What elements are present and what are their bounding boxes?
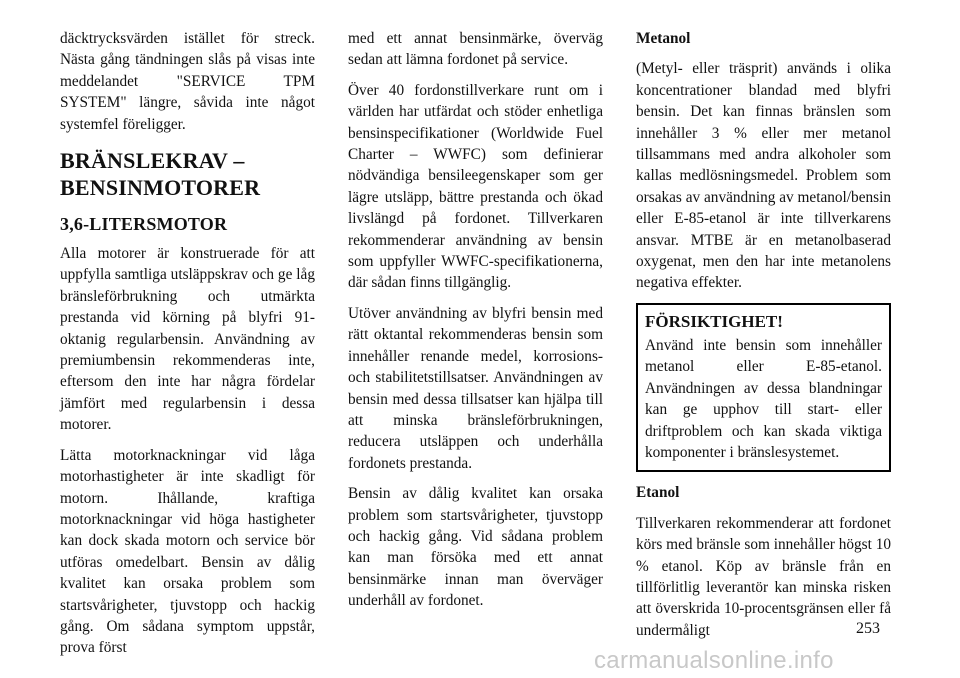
engine-paragraph-1: Alla motorer är konstruerade för att uppfylla samtliga utsläppskrav och ge låg bränsleförbrukning och utmärkta prestanda vid körning på blyfri 91-oktanig regularbensin. Användning av premiumbensin rekommenderas inte, eftersom den inte har några fördelar jämfört med regularbensin i dessa motorer. bbox=[60, 245, 315, 434]
column-3 bbox=[636, 28, 891, 650]
page-number: 253 bbox=[856, 620, 880, 637]
intro-paragraph: däcktrycksvärden istället för streck. Nästa gång tändningen slås på visas inte meddelandet "SERVICE TPM SYSTEM" längre, såvida inte något systemfel föreligger. bbox=[60, 30, 315, 133]
col2-paragraph-3: Utöver användning av blyfri bensin med rätt oktantal rekommenderas bensin som innehåller renande medel, korrosions- och stabilitetstillsatser. Användningen av bensin med dessa tillsatser kan hjälpa till att minska bränsleförbrukningen, reducera utsläppen och underhålla fordonets prestanda. bbox=[348, 304, 603, 472]
engine-subheading: 3,6-LITERSMOTOR bbox=[60, 214, 228, 235]
watermark: carmanualsonline.info bbox=[594, 647, 834, 674]
caution-text: Använd inte bensin som innehåller metanol eller E-85-etanol. Användningen av dessa blandningar kan ge upphov till start- eller driftproblem och kan skada viktiga komponenter i bränslesystemet. bbox=[645, 336, 882, 461]
col2-paragraph-4: Bensin av dålig kvalitet kan orsaka problem som startsvårigheter, tjuvstopp och hackig gång. Vid sådana problem kan man försöka med ett annat bensinmärke innan man överväger underhåll av fordonet. bbox=[348, 485, 603, 610]
etanol-heading: Etanol bbox=[636, 484, 680, 502]
caution-title: FÖRSIKTIGHET! bbox=[645, 311, 783, 331]
column-1 bbox=[60, 28, 315, 668]
etanol-paragraph: Tillverkaren rekommenderar att fordonet körs med bränsle som innehåller högst 10 % etanol. Köp av bränsle från en tillförlitlig leverantör kan minska risken att överskrida 10-procentsgränsen eller få undermåligt bbox=[636, 514, 891, 639]
col2-paragraph-1: med ett annat bensinmärke, överväg sedan att lämna fordonet på service. bbox=[348, 30, 603, 69]
metanol-heading: Metanol bbox=[636, 30, 691, 47]
column-2 bbox=[348, 28, 603, 621]
caution-box bbox=[636, 303, 891, 472]
metanol-paragraph: (Metyl- eller träsprit) används i olika koncentrationer blandad med blyfri bensin. Det kan finnas bränslen som innehåller 3 % eller mer metanol tillsammans med andra alkoholer som kallas medlösningsmedel. Problem som orsakas av användning av metanol/bensin eller E-85-etanol är inte tillverkarens ansvar. MTBE är en metanolbaserad oxygenat, men den har inte metanolens negativa effekter. bbox=[636, 60, 891, 292]
engine-paragraph-2: Lätta motorknackningar vid låga motorhastigheter är inte skadligt för motorn. Ihållande, kraftiga motorknackningar vid höga hastigheter kan dock skada motorn och service bör utföras omedelbart. Bensin av dålig kvalitet kan orsaka problem som startsvårigheter, tjuvstopp och hackig gång. Om sådana symptom uppstår, prova först bbox=[60, 446, 315, 657]
col2-paragraph-2: Över 40 fordonstillverkare runt om i världen har utfärdat och stöder enhetliga bensinspecifikationer (Worldwide Fuel Charter – WWFC) som definierar nödvändiga bensileegenskaper som ger lägre utsläpp, bättre prestanda och ökad livslängd på fordonet. Tillverkaren rekommenderar användning av bensin som uppfyller WWFC-specifikationerna, där sådan finns tillgänglig. bbox=[348, 81, 603, 292]
section-heading: BRÄNSLEKRAV – BENSINMOTORER bbox=[60, 148, 261, 201]
